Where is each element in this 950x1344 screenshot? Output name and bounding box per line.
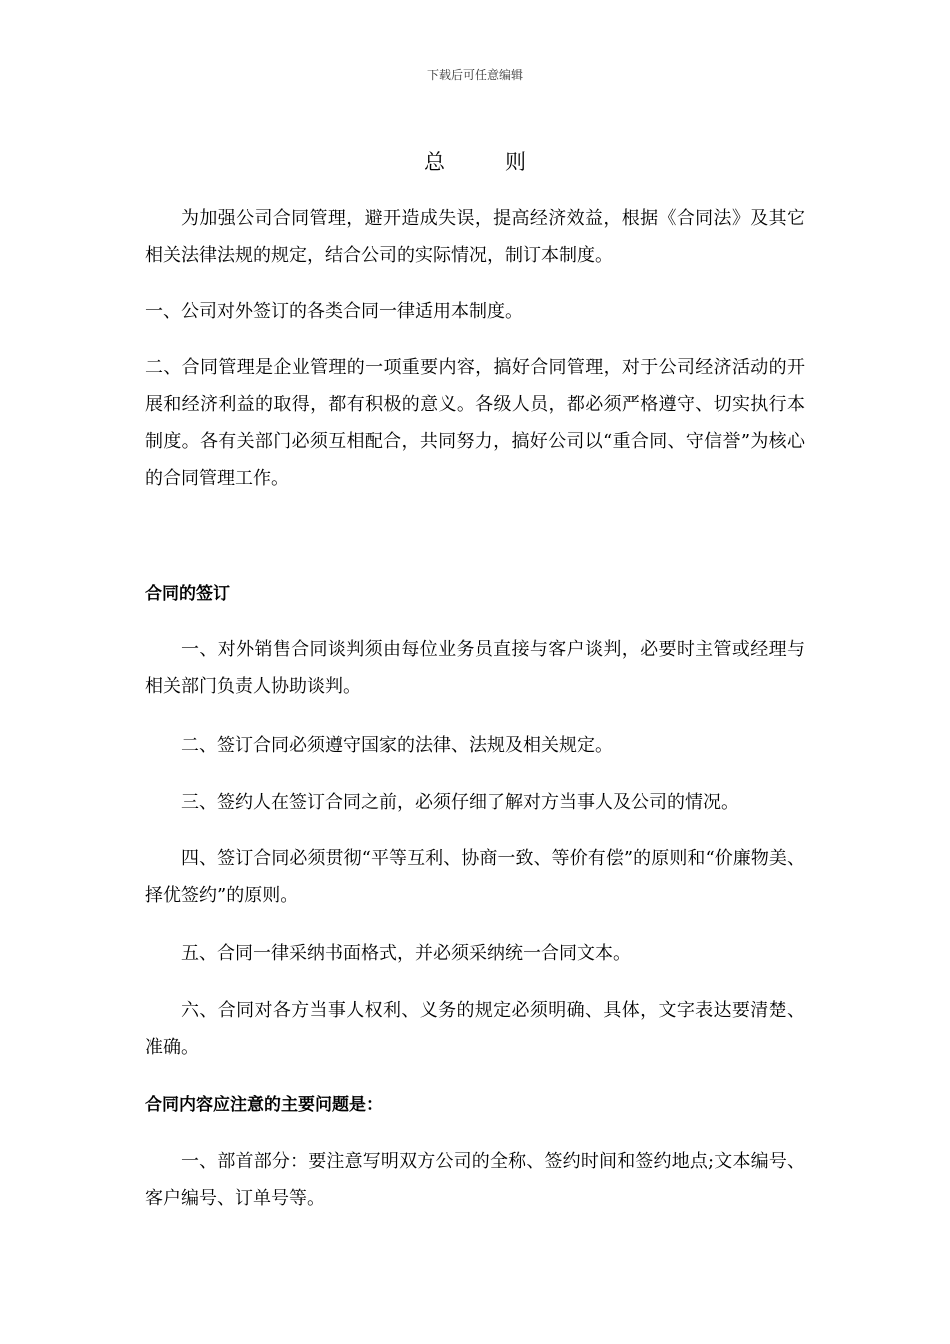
general-item-1-paragraph [145, 293, 805, 330]
signing-item-3-text: 三、签约人在签订合同之前，必须仔细了解对方当事人及公司的情况。 [181, 792, 739, 813]
signing-item-5-paragraph [145, 935, 805, 972]
signing-item-1-paragraph [145, 631, 805, 705]
general-item-1-text: 一、公司对外签订的各类合同一律适用本制度。 [145, 301, 523, 322]
content-issues-heading: 合同内容应注意的主要问题是： [145, 1095, 383, 1115]
signing-item-2-paragraph [145, 727, 805, 764]
signing-item-2-text: 二、签订合同必须遵守国家的法律、法规及相关规定。 [181, 735, 613, 756]
signing-item-6-text: 六、合同对各方当事人权利、义务的规定必须明确、具体，文字表达要清楚、准确。 [145, 1000, 805, 1058]
content-issues-item-1-text: 一、部首部分：要注意写明双方公司的全称、签约时间和签约地点;文本编号、客户编号、订单号等。 [145, 1151, 805, 1209]
general-intro-paragraph [145, 200, 805, 274]
signing-item-1-text: 一、对外销售合同谈判须由每位业务员直接与客户谈判，必要时主管或经理与相关部门负责人协助谈判。 [145, 639, 805, 697]
signing-item-3-paragraph [145, 784, 805, 821]
signing-heading: 合同的签订 [145, 584, 230, 604]
page-title: 总则 [424, 150, 586, 174]
general-item-2-text: 二、合同管理是企业管理的一项重要内容，搞好合同管理，对于公司经济活动的开展和经济利益的取得，都有积极的意义。各级人员，都必须严格遵守、切实执行本制度。各有关部门必须互相配合，共同努力，搞好公司以“重合同、守信誉”为核心的合同管理工作。 [145, 357, 805, 489]
header-note: 下载后可任意编辑 [426, 68, 523, 82]
signing-item-5-text: 五、合同一律采纳书面格式，并必须采纳统一合同文本。 [181, 943, 631, 964]
general-intro-text: 为加强公司合同管理，避开造成失误，提高经济效益，根据《合同法》及其它相关法律法规的规定，结合公司的实际情况，制订本制度。 [145, 208, 805, 266]
general-item-2-paragraph [145, 349, 805, 497]
signing-item-4-paragraph [145, 840, 805, 914]
content-issues-item-1-paragraph [145, 1143, 805, 1217]
signing-item-6-paragraph [145, 992, 805, 1066]
signing-item-4-text: 四、签订合同必须贯彻“平等互利、协商一致、等价有偿”的原则和“价廉物美、择优签约”的原则。 [145, 848, 805, 906]
